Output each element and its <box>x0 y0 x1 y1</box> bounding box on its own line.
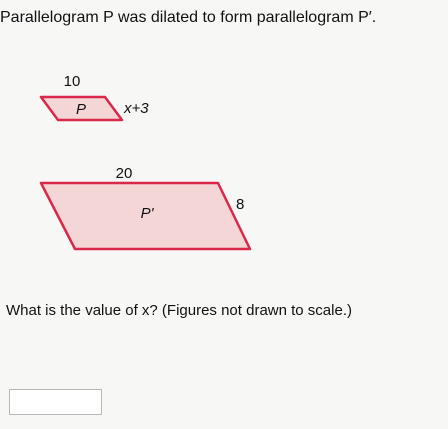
p-prime-side-label: 8 <box>236 196 245 213</box>
p-prime-name-label: P' <box>140 205 154 222</box>
prompt-text: Parallelogram P was dilated to form parallelogram P′. <box>0 9 377 26</box>
answer-input[interactable] <box>9 389 102 415</box>
p-side-label: x+3 <box>124 100 149 117</box>
question-text: What is the value of x? (Figures not drawn to scale.) <box>6 302 352 319</box>
p-name-label: P <box>75 101 87 118</box>
p-prime-top-side-label: 20 <box>115 165 133 182</box>
p-top-side-label: 10 <box>63 73 81 90</box>
